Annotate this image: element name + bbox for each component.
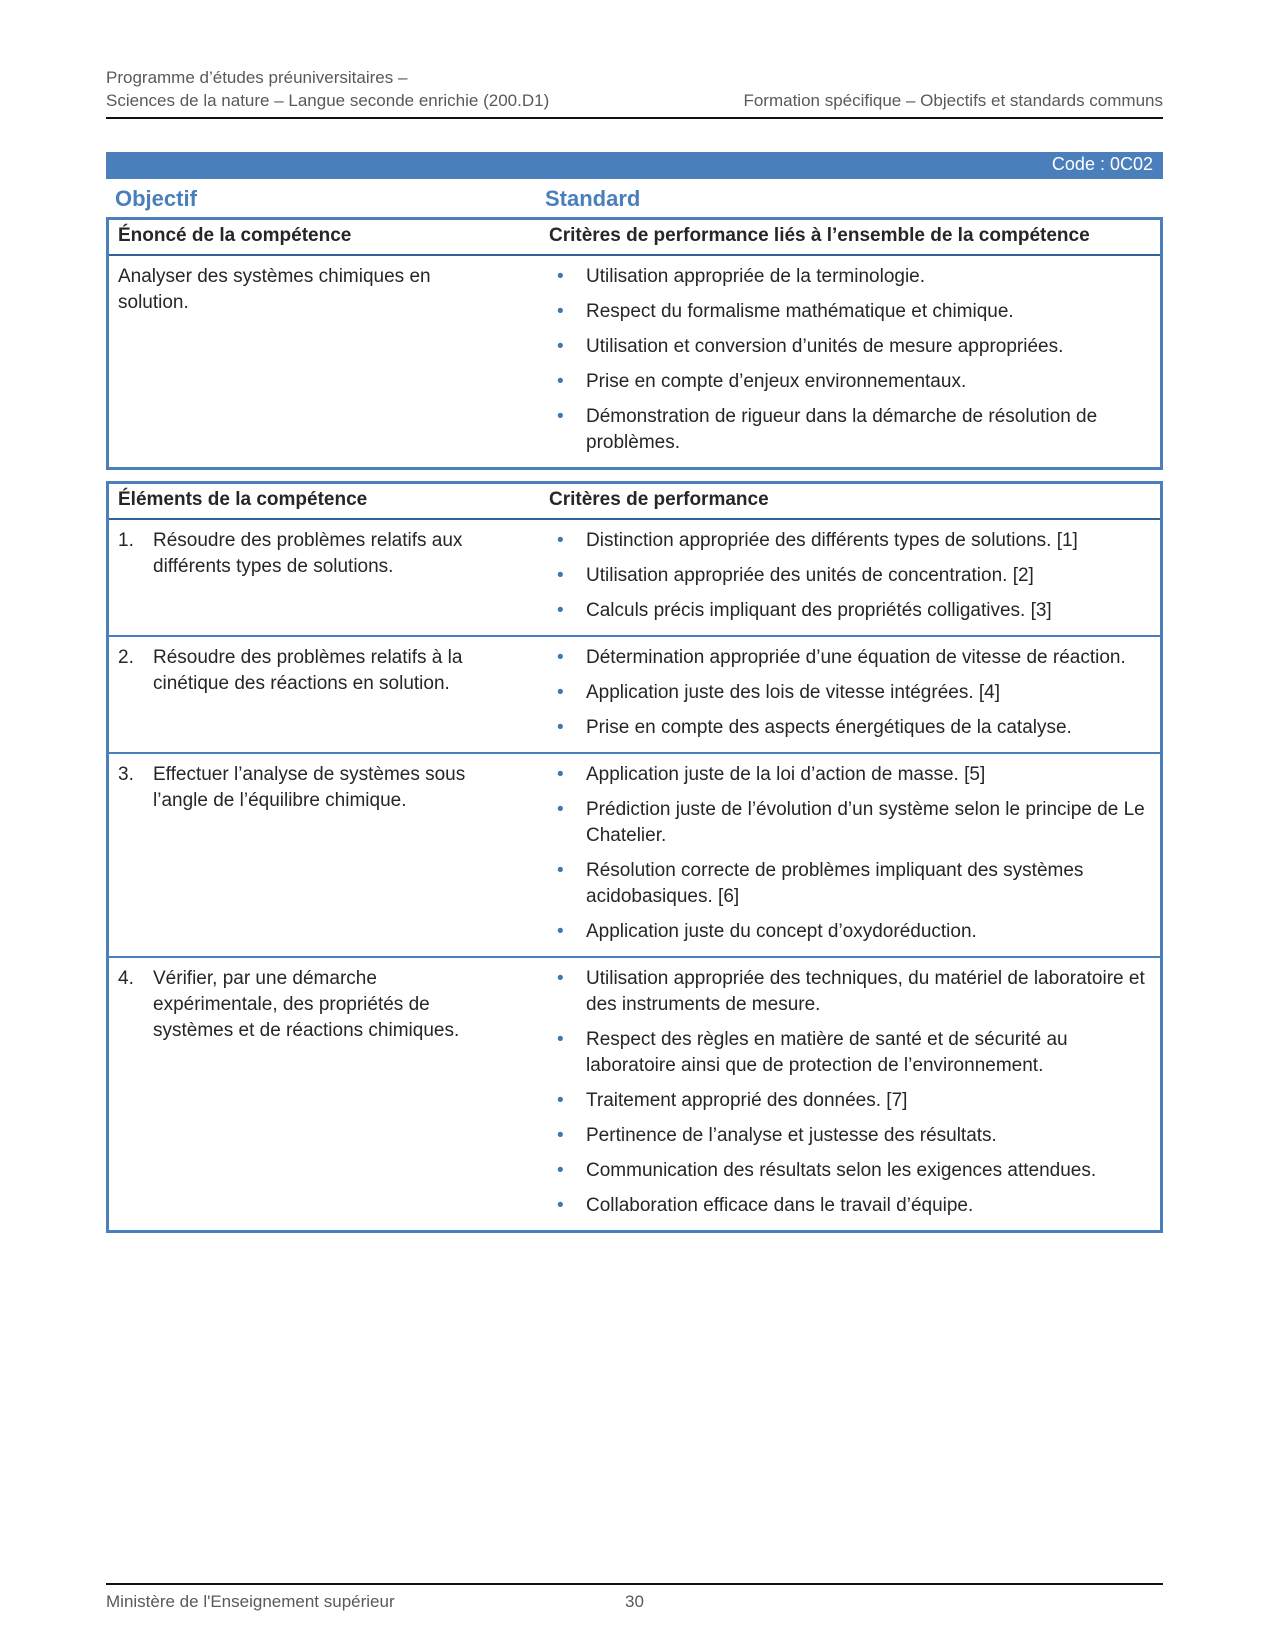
bullet-icon: • bbox=[557, 764, 564, 785]
criterion-text: Calculs précis impliquant des propriétés colligatives. [3] bbox=[586, 600, 1052, 621]
list-item bbox=[549, 715, 1152, 741]
bullet-icon: • bbox=[557, 336, 564, 357]
item-number: 1. bbox=[118, 530, 134, 551]
list-item bbox=[549, 919, 1152, 945]
criterion-text: Respect du formalisme mathématique et chimique. bbox=[586, 301, 1014, 322]
list-item bbox=[549, 858, 1152, 910]
footer-rule bbox=[106, 1583, 1163, 1585]
bullet-icon: • bbox=[557, 682, 564, 703]
bullet-icon: • bbox=[557, 1160, 564, 1181]
element-text: Résoudre des problèmes relatifs à la cinétique des réactions en solution. bbox=[153, 647, 463, 694]
element-cell bbox=[109, 958, 540, 1230]
list-item bbox=[549, 369, 1152, 395]
code-label: Code : 0C02 bbox=[1051, 154, 1153, 174]
bullet-icon: • bbox=[557, 600, 564, 621]
criterion-text: Détermination appropriée d’une équation de vitesse de réaction. bbox=[586, 647, 1126, 668]
criterion-text: Utilisation appropriée de la terminologie. bbox=[586, 266, 926, 287]
element-text: Vérifier, par une démarche expérimentale, des propriétés de systèmes et de réactions chimiques. bbox=[153, 968, 460, 1041]
criteria-list bbox=[540, 754, 1160, 956]
list-item bbox=[549, 1158, 1152, 1184]
item-number: 2. bbox=[118, 647, 134, 668]
competence-statement: Analyser des systèmes chimiques en solution. bbox=[118, 266, 431, 313]
table2-header-left: Éléments de la compétence bbox=[118, 489, 368, 510]
column-titles bbox=[106, 186, 1163, 212]
competence-table bbox=[106, 217, 1163, 470]
criterion-text: Utilisation appropriée des unités de concentration. [2] bbox=[586, 565, 1034, 586]
bullet-icon: • bbox=[557, 1125, 564, 1146]
objectif-title: Objectif bbox=[115, 186, 197, 211]
element-cell bbox=[109, 754, 540, 956]
list-item bbox=[549, 680, 1152, 706]
criterion-text: Application juste du concept d’oxydoréduction. bbox=[586, 921, 977, 942]
page-number: 30 bbox=[625, 1592, 644, 1611]
elements-table bbox=[106, 481, 1163, 1233]
header-section-label: Formation spécifique – Objectifs et standards communs bbox=[743, 91, 1163, 110]
bullet-icon: • bbox=[557, 301, 564, 322]
list-item bbox=[549, 598, 1152, 624]
criterion-text: Traitement approprié des données. [7] bbox=[586, 1090, 908, 1111]
page-header bbox=[106, 66, 1163, 112]
bullet-icon: • bbox=[557, 406, 564, 427]
criterion-text: Résolution correcte de problèmes impliquant des systèmes acidobasiques. [6] bbox=[586, 860, 1084, 907]
element-cell bbox=[109, 520, 540, 635]
competence-criteria-list bbox=[540, 256, 1160, 467]
table-row bbox=[109, 520, 1160, 635]
list-item bbox=[549, 1123, 1152, 1149]
code-bar bbox=[106, 152, 1163, 179]
criteria-list bbox=[540, 637, 1160, 752]
bullet-icon: • bbox=[557, 1029, 564, 1050]
table-row bbox=[109, 752, 1160, 956]
criterion-text: Pertinence de l’analyse et justesse des résultats. bbox=[586, 1125, 997, 1146]
list-item bbox=[549, 563, 1152, 589]
criterion-text: Utilisation appropriée des techniques, du matériel de laboratoire et des instruments de mesure. bbox=[586, 968, 1145, 1015]
header-left-block bbox=[106, 66, 549, 112]
bullet-icon: • bbox=[557, 565, 564, 586]
element-cell bbox=[109, 637, 540, 752]
list-item bbox=[549, 334, 1152, 360]
header-rule bbox=[106, 117, 1163, 119]
footer-ministry: Ministère de l'Enseignement supérieur bbox=[106, 1592, 395, 1611]
table-row bbox=[109, 256, 1160, 467]
elements-table-header bbox=[109, 484, 1160, 520]
criteria-list bbox=[540, 520, 1160, 635]
item-number: 4. bbox=[118, 968, 134, 989]
standard-title: Standard bbox=[545, 186, 641, 211]
criterion-text: Collaboration efficace dans le travail d’équipe. bbox=[586, 1195, 974, 1216]
bullet-icon: • bbox=[557, 860, 564, 881]
page-footer bbox=[106, 1583, 1163, 1612]
header-program-line: Programme d’études préuniversitaires – bbox=[106, 68, 408, 87]
criterion-text: Application juste de la loi d’action de masse. [5] bbox=[586, 764, 986, 785]
list-item bbox=[549, 645, 1152, 671]
table-row bbox=[109, 635, 1160, 752]
criterion-text: Prise en compte des aspects énergétiques de la catalyse. bbox=[586, 717, 1072, 738]
table1-header-left: Énoncé de la compétence bbox=[118, 225, 352, 246]
table1-header-right: Critères de performance liés à l’ensemble de la compétence bbox=[549, 225, 1090, 246]
list-item bbox=[549, 1193, 1152, 1219]
list-item bbox=[549, 762, 1152, 788]
list-item bbox=[549, 1027, 1152, 1079]
bullet-icon: • bbox=[557, 921, 564, 942]
list-item bbox=[549, 797, 1152, 849]
criterion-text: Respect des règles en matière de santé et de sécurité au laboratoire ainsi que de protection de l’environnement. bbox=[586, 1029, 1068, 1076]
list-item bbox=[549, 404, 1152, 456]
header-subprogram-line: Sciences de la nature – Langue seconde enrichie (200.D1) bbox=[106, 91, 550, 110]
criterion-text: Démonstration de rigueur dans la démarche de résolution de problèmes. bbox=[586, 406, 1098, 453]
bullet-icon: • bbox=[557, 371, 564, 392]
bullet-icon: • bbox=[557, 530, 564, 551]
bullet-icon: • bbox=[557, 647, 564, 668]
list-item bbox=[549, 528, 1152, 554]
competence-table-header bbox=[109, 220, 1160, 256]
bullet-icon: • bbox=[557, 1090, 564, 1111]
criterion-text: Application juste des lois de vitesse intégrées. [4] bbox=[586, 682, 1001, 703]
criterion-text: Prédiction juste de l’évolution d’un système selon le principe de Le Chatelier. bbox=[586, 799, 1145, 846]
list-item bbox=[549, 299, 1152, 325]
criterion-text: Communication des résultats selon les exigences attendues. bbox=[586, 1160, 1097, 1181]
table-row bbox=[109, 956, 1160, 1230]
footer-row bbox=[106, 1592, 1163, 1612]
bullet-icon: • bbox=[557, 799, 564, 820]
list-item bbox=[549, 264, 1152, 290]
bullet-icon: • bbox=[557, 1195, 564, 1216]
element-text: Effectuer l’analyse de systèmes sous l’angle de l’équilibre chimique. bbox=[153, 764, 466, 811]
criterion-text: Utilisation et conversion d’unités de mesure appropriées. bbox=[586, 336, 1064, 357]
list-item bbox=[549, 1088, 1152, 1114]
item-number: 3. bbox=[118, 764, 134, 785]
bullet-icon: • bbox=[557, 717, 564, 738]
table2-header-right: Critères de performance bbox=[549, 489, 769, 510]
list-item bbox=[549, 966, 1152, 1018]
bullet-icon: • bbox=[557, 266, 564, 287]
criteria-list bbox=[540, 958, 1160, 1230]
criterion-text: Prise en compte d’enjeux environnementaux. bbox=[586, 371, 967, 392]
bullet-icon: • bbox=[557, 968, 564, 989]
element-text: Résoudre des problèmes relatifs aux différents types de solutions. bbox=[153, 530, 463, 577]
criterion-text: Distinction appropriée des différents types de solutions. [1] bbox=[586, 530, 1078, 551]
